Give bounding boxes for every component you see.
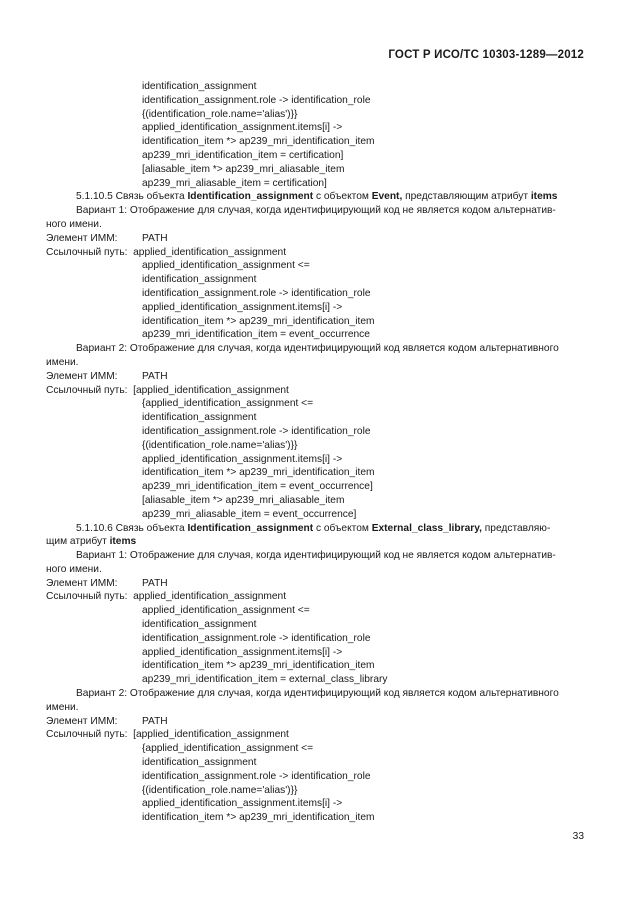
element-imm-label: Элемент ИММ: bbox=[46, 370, 118, 382]
top-continuation-block bbox=[46, 80, 584, 190]
element-imm-value: PATH bbox=[142, 232, 168, 244]
section-5-1-10-6 bbox=[46, 522, 584, 826]
reference-path-first: [applied_identification_assignment bbox=[133, 384, 289, 396]
path-line: applied_identification_assignment.items[i] -> bbox=[142, 301, 343, 313]
path-line: identification_assignment bbox=[142, 81, 257, 92]
path-line: identification_item *> ap239_mri_identification_item bbox=[142, 136, 375, 148]
path-line: ap239_mri_identification_item = event_occurrence bbox=[142, 329, 370, 341]
path-line: applied_identification_assignment.items[i] -> bbox=[142, 798, 343, 810]
path-line: identification_assignment.role -> identification_role bbox=[142, 770, 371, 782]
path-line: applied_identification_assignment.items[i] -> bbox=[142, 646, 343, 658]
path-line: applied_identification_assignment.items[i] -> bbox=[142, 122, 343, 134]
document-body bbox=[46, 80, 584, 825]
path-line: {applied_identification_assignment <= bbox=[142, 743, 314, 755]
reference-path-label: Ссылочный путь: bbox=[46, 729, 128, 741]
path-line: identification_assignment bbox=[142, 274, 257, 286]
element-imm-row bbox=[46, 715, 584, 729]
path-line: identification_assignment bbox=[142, 619, 257, 631]
variant-1-text: Вариант 1: Отображение для случая, когда идентифицирующий код не является кодом альтернатив- bbox=[76, 205, 556, 217]
path-line: identification_assignment.role -> identification_role bbox=[142, 632, 371, 644]
variant-1-text-cont: ного имени. bbox=[46, 218, 102, 230]
path-line: identification_item *> ap239_mri_identification_item bbox=[142, 315, 375, 327]
section-heading: 5.1.10.5 Связь объекта Identification_assignment с объектом Event, представляющим атрибут items bbox=[76, 191, 558, 203]
path-line: ap239_mri_identification_item = external_class_library bbox=[142, 674, 388, 686]
path-line: applied_identification_assignment <= bbox=[142, 260, 310, 272]
path-line: {(identification_role.name='alias')}} bbox=[142, 784, 298, 796]
variant-2-text-cont: имени. bbox=[46, 701, 79, 713]
element-imm-value: PATH bbox=[142, 577, 168, 589]
reference-path-first: applied_identification_assignment bbox=[133, 246, 287, 258]
reference-path-label: Ссылочный путь: bbox=[46, 591, 128, 603]
reference-path-first: [applied_identification_assignment bbox=[133, 729, 289, 741]
variant-2-text: Вариант 2: Отображение для случая, когда идентифицирующий код является кодом альтернативного bbox=[76, 343, 559, 355]
element-imm-label: Элемент ИММ: bbox=[46, 715, 118, 727]
path-line: identification_assignment bbox=[142, 412, 257, 424]
section-heading-cont: щим атрибут items bbox=[46, 536, 137, 548]
element-imm-label: Элемент ИММ: bbox=[46, 232, 118, 244]
reference-path-row bbox=[46, 246, 584, 260]
path-line: ap239_mri_aliasable_item = event_occurrence] bbox=[142, 508, 357, 520]
variant-1-text: Вариант 1: Отображение для случая, когда идентифицирующий код не является кодом альтернатив- bbox=[76, 550, 556, 562]
path-line: identification_item *> ap239_mri_identification_item bbox=[142, 812, 375, 824]
page-number: 33 bbox=[572, 831, 584, 842]
path-line: applied_identification_assignment.items[i] -> bbox=[142, 453, 343, 465]
reference-path-row bbox=[46, 590, 584, 604]
element-imm-value: PATH bbox=[142, 715, 168, 727]
path-line: identification_assignment.role -> identification_role bbox=[142, 425, 371, 437]
path-line: {(identification_role.name='alias')}} bbox=[142, 439, 298, 451]
element-imm-row bbox=[46, 577, 584, 591]
reference-path-row bbox=[46, 728, 584, 742]
element-imm-value: PATH bbox=[142, 370, 168, 382]
page-header: ГОСТ Р ИСО/ТС 10303-1289—2012 bbox=[388, 49, 584, 61]
path-line: ap239_mri_identification_item = event_occurrence] bbox=[142, 481, 373, 493]
path-line: [aliasable_item *> ap239_mri_aliasable_item bbox=[142, 163, 345, 175]
path-line: [aliasable_item *> ap239_mri_aliasable_item bbox=[142, 494, 345, 506]
section-heading: 5.1.10.6 Связь объекта Identification_assignment с объектом External_class_library, представляю- bbox=[76, 522, 551, 534]
section-5-1-10-5 bbox=[46, 190, 584, 521]
path-line: ap239_mri_identification_item = certification] bbox=[142, 149, 344, 161]
element-imm-label: Элемент ИММ: bbox=[46, 577, 118, 589]
element-imm-row bbox=[46, 370, 584, 384]
variant-1-text-cont: ного имени. bbox=[46, 563, 102, 575]
path-line: identification_assignment.role -> identification_role bbox=[142, 287, 371, 299]
variant-2-text-cont: имени. bbox=[46, 356, 79, 368]
path-line: identification_item *> ap239_mri_identification_item bbox=[142, 467, 375, 479]
path-line: identification_assignment.role -> identification_role bbox=[142, 94, 371, 106]
path-line: {(identification_role.name='alias')}} bbox=[142, 108, 298, 120]
reference-path-first: applied_identification_assignment bbox=[133, 591, 287, 603]
path-line: ap239_mri_aliasable_item = certification] bbox=[142, 177, 327, 189]
variant-2-text: Вариант 2: Отображение для случая, когда идентифицирующий код является кодом альтернативного bbox=[76, 688, 559, 700]
reference-path-label: Ссылочный путь: bbox=[46, 384, 128, 396]
reference-path-label: Ссылочный путь: bbox=[46, 246, 128, 258]
path-line: {applied_identification_assignment <= bbox=[142, 398, 314, 410]
reference-path-row bbox=[46, 384, 584, 398]
path-line: identification_item *> ap239_mri_identification_item bbox=[142, 660, 375, 672]
path-line: identification_assignment bbox=[142, 757, 257, 769]
path-line: applied_identification_assignment <= bbox=[142, 605, 310, 617]
element-imm-row bbox=[46, 232, 584, 246]
